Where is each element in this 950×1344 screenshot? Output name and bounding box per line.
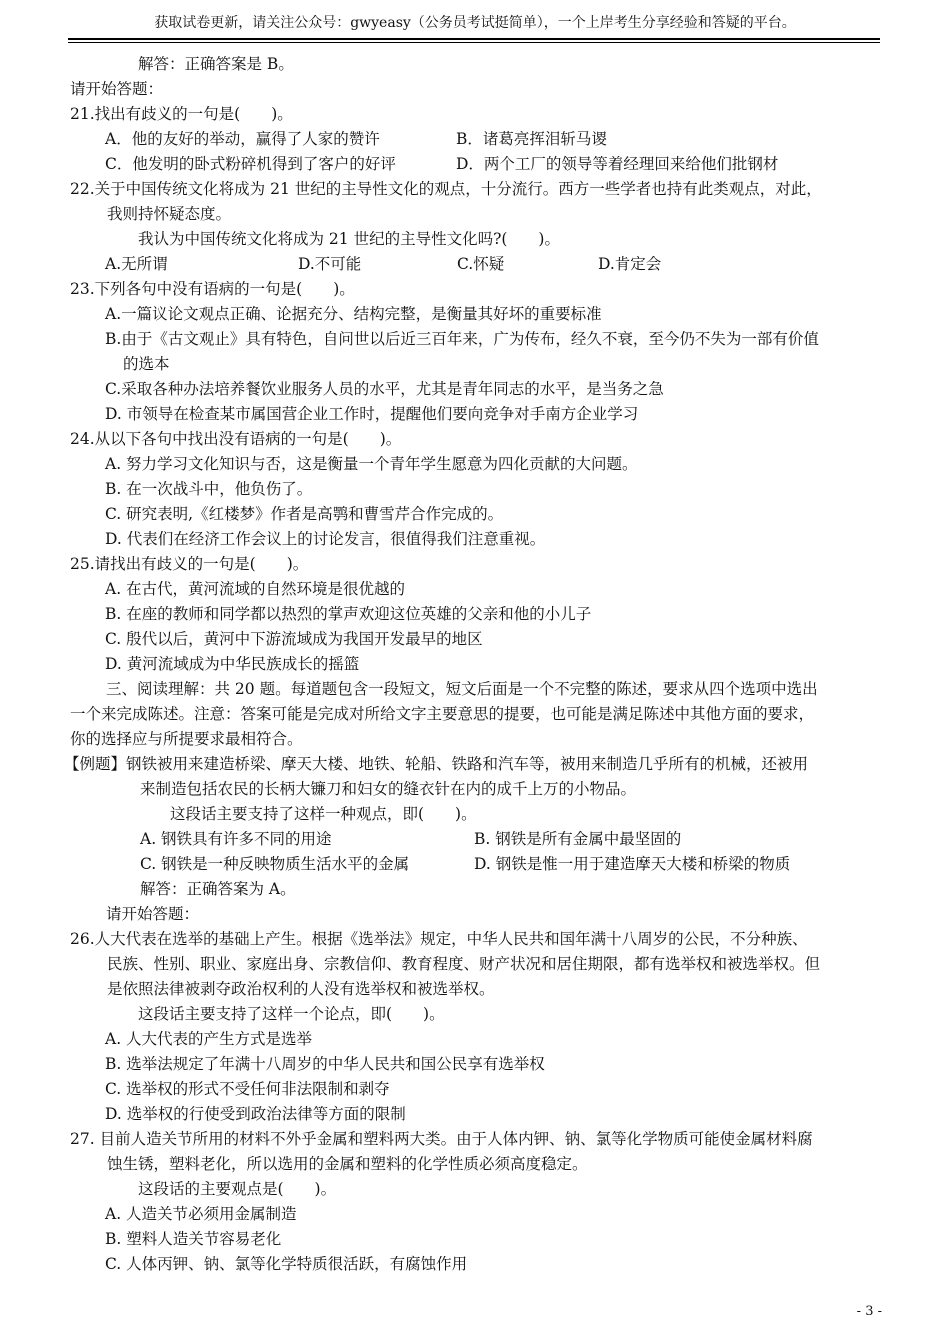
option-b: B. 在一次战斗中，他负伤了。 [105, 480, 313, 498]
option-b: B. 钢铁是所有金属中最坚固的 [474, 830, 682, 848]
option-b: B. 选举法规定了年满十八周岁的中华人民共和国公民享有选举权 [105, 1055, 545, 1073]
answer-line: 解答：正确答案是 B。 [138, 55, 294, 73]
question-22-cont: 我则持怀疑态度。 [107, 205, 232, 223]
option-c: C. 选举权的形式不受任何非法限制和剥夺 [105, 1080, 390, 1098]
option-d: D．两个工厂的领导等着经理回来给他们批钢材 [456, 155, 779, 173]
option-c: C. 殷代以后，黄河中下游流域成为我国开发最早的地区 [105, 630, 483, 648]
question-25: 25.请找出有歧义的一句是( )。 [70, 555, 309, 573]
question-26: 26.人大代表在选举的基础上产生。根据《选举法》规定，中华人民共和国年满十八周岁的公民，不分种族、 [70, 930, 808, 948]
option-a: A.无所谓 [105, 255, 168, 273]
option-c: C．他发明的卧式粉碎机得到了客户的好评 [105, 155, 396, 173]
question-27: 27. 目前人造关节所用的材料不外乎金属和塑料两大类。由于人体内钾、钠、氯等化学物质可能使金属材料腐 [70, 1130, 813, 1148]
page-content [64, 52, 882, 1277]
option-row [70, 852, 882, 877]
question-21: 21.找出有歧义的一句是( )。 [70, 105, 293, 123]
option-c: C. 研究表明,《红楼梦》作者是高鹗和曹雪芹合作完成的。 [105, 505, 504, 523]
question-24: 24.从以下各句中找出没有语病的一句是( )。 [70, 430, 402, 448]
option-a: A. 人大代表的产生方式是选举 [105, 1030, 313, 1048]
section-3-intro: 三、阅读理解：共 20 题。每道题包含一段短文，短文后面是一个不完整的陈述，要求从四个选项中选出 [106, 680, 818, 698]
option-row [70, 152, 882, 177]
header-rule-thick [68, 38, 880, 40]
question-22: 22.关于中国传统文化将成为 21 世纪的主导性文化的观点，十分流行。西方一些学者也持有此类观点，对此， [70, 180, 822, 198]
option-b: B.由于《古文观止》具有特色，自问世以后近三百年来，广为传布，经久不衰，至今仍不失为一部有价值 [105, 330, 819, 348]
start-prompt: 请开始答题： [106, 905, 200, 923]
question-27-stem: 这段话的主要观点是( )。 [138, 1180, 337, 1198]
question-23: 23.下列各句中没有语病的一句是( )。 [70, 280, 355, 298]
header-rule-thin [68, 42, 880, 43]
question-22-stem: 我认为中国传统文化将成为 21 世纪的主导性文化吗?( )。 [138, 230, 560, 248]
option-a: A.一篇议论文观点正确、论据充分、结构完整，是衡量其好坏的重要标准 [105, 305, 602, 323]
option-c: C. 人体丙钾、钠、氯等化学特质很活跃，有腐蚀作用 [105, 1255, 468, 1273]
example-text-cont: 来制造包括农民的长柄大镰刀和妇女的缝衣针在内的成千上万的小物品。 [140, 780, 637, 798]
option-b: B. 塑料人造关节容易老化 [105, 1230, 282, 1248]
example-answer: 解答：正确答案为 A。 [140, 880, 296, 898]
option-row [70, 252, 882, 277]
option-c: C.采取各种办法培养餐饮业服务人员的水平，尤其是青年同志的水平，是当务之急 [105, 380, 664, 398]
example-stem: 这段话主要支持了这样一种观点，即( )。 [170, 805, 477, 823]
option-row [70, 827, 882, 852]
option-d: D.肯定会 [598, 255, 662, 273]
question-26-cont: 是依照法律被剥夺政治权利的人没有选举权和被选举权。 [107, 980, 495, 998]
option-a: A. 人造关节必须用金属制造 [105, 1205, 297, 1223]
page-header: 获取试卷更新，请关注公众号：gwyeasy（公务员考试挺简单），一个上岸考生分享经验和答疑的平台。 [154, 15, 796, 31]
option-b: B．诸葛亮挥泪斩马谡 [456, 130, 607, 148]
start-prompt: 请开始答题： [70, 80, 164, 98]
option-d: D. 钢铁是惟一用于建造摩天大楼和桥梁的物质 [474, 855, 791, 873]
question-27-cont: 蚀生锈，塑料老化，所以选用的金属和塑料的化学性质必须高度稳定。 [107, 1155, 588, 1173]
section-3-intro-cont: 一个来完成陈述。注意：答案可能是完成对所给文字主要意思的提要，也可能是满足陈述中其他方面的要求， [70, 705, 815, 723]
section-3-intro-cont: 你的选择应与所提要求最相符合。 [70, 730, 303, 748]
option-b: B. 在座的教师和同学都以热烈的掌声欢迎这位英雄的父亲和他的小儿子 [105, 605, 592, 623]
example-text: 【例题】钢铁被用来建造桥梁、摩天大楼、地铁、轮船、铁路和汽车等，被用来制造几乎所有的机械，还被用 [64, 755, 809, 773]
option-a: A. 钢铁具有许多不同的用途 [140, 830, 332, 848]
page-number: - 3 - [856, 1304, 882, 1319]
option-c: C. 钢铁是一种反映物质生活水平的金属 [140, 855, 410, 873]
option-a: A. 在古代，黄河流域的自然环境是很优越的 [105, 580, 406, 598]
option-d: D. 代表们在经济工作会议上的讨论发言，很值得我们注意重视。 [105, 530, 546, 548]
option-row [70, 127, 882, 152]
option-b-cont: 的选本 [123, 355, 170, 373]
option-c: C.怀疑 [457, 255, 505, 273]
option-a: A. 努力学习文化知识与否，这是衡量一个青年学生愿意为四化贡献的大问题。 [105, 455, 638, 473]
option-d: D. 黄河流域成为中华民族成长的摇篮 [105, 655, 360, 673]
option-d: D. 选举权的行使受到政治法律等方面的限制 [105, 1105, 406, 1123]
option-b: D.不可能 [298, 255, 362, 273]
option-d: D. 市领导在检查某市属国营企业工作时，提醒他们要向竞争对手南方企业学习 [105, 405, 639, 423]
option-a: A．他的友好的举动，赢得了人家的赞许 [105, 130, 380, 148]
question-26-cont: 民族、性别、职业、家庭出身、宗教信仰、教育程度、财产状况和居住期限，都有选举权和被选举权。但 [107, 955, 821, 973]
question-26-stem: 这段话主要支持了这样一个论点，即( )。 [138, 1005, 445, 1023]
